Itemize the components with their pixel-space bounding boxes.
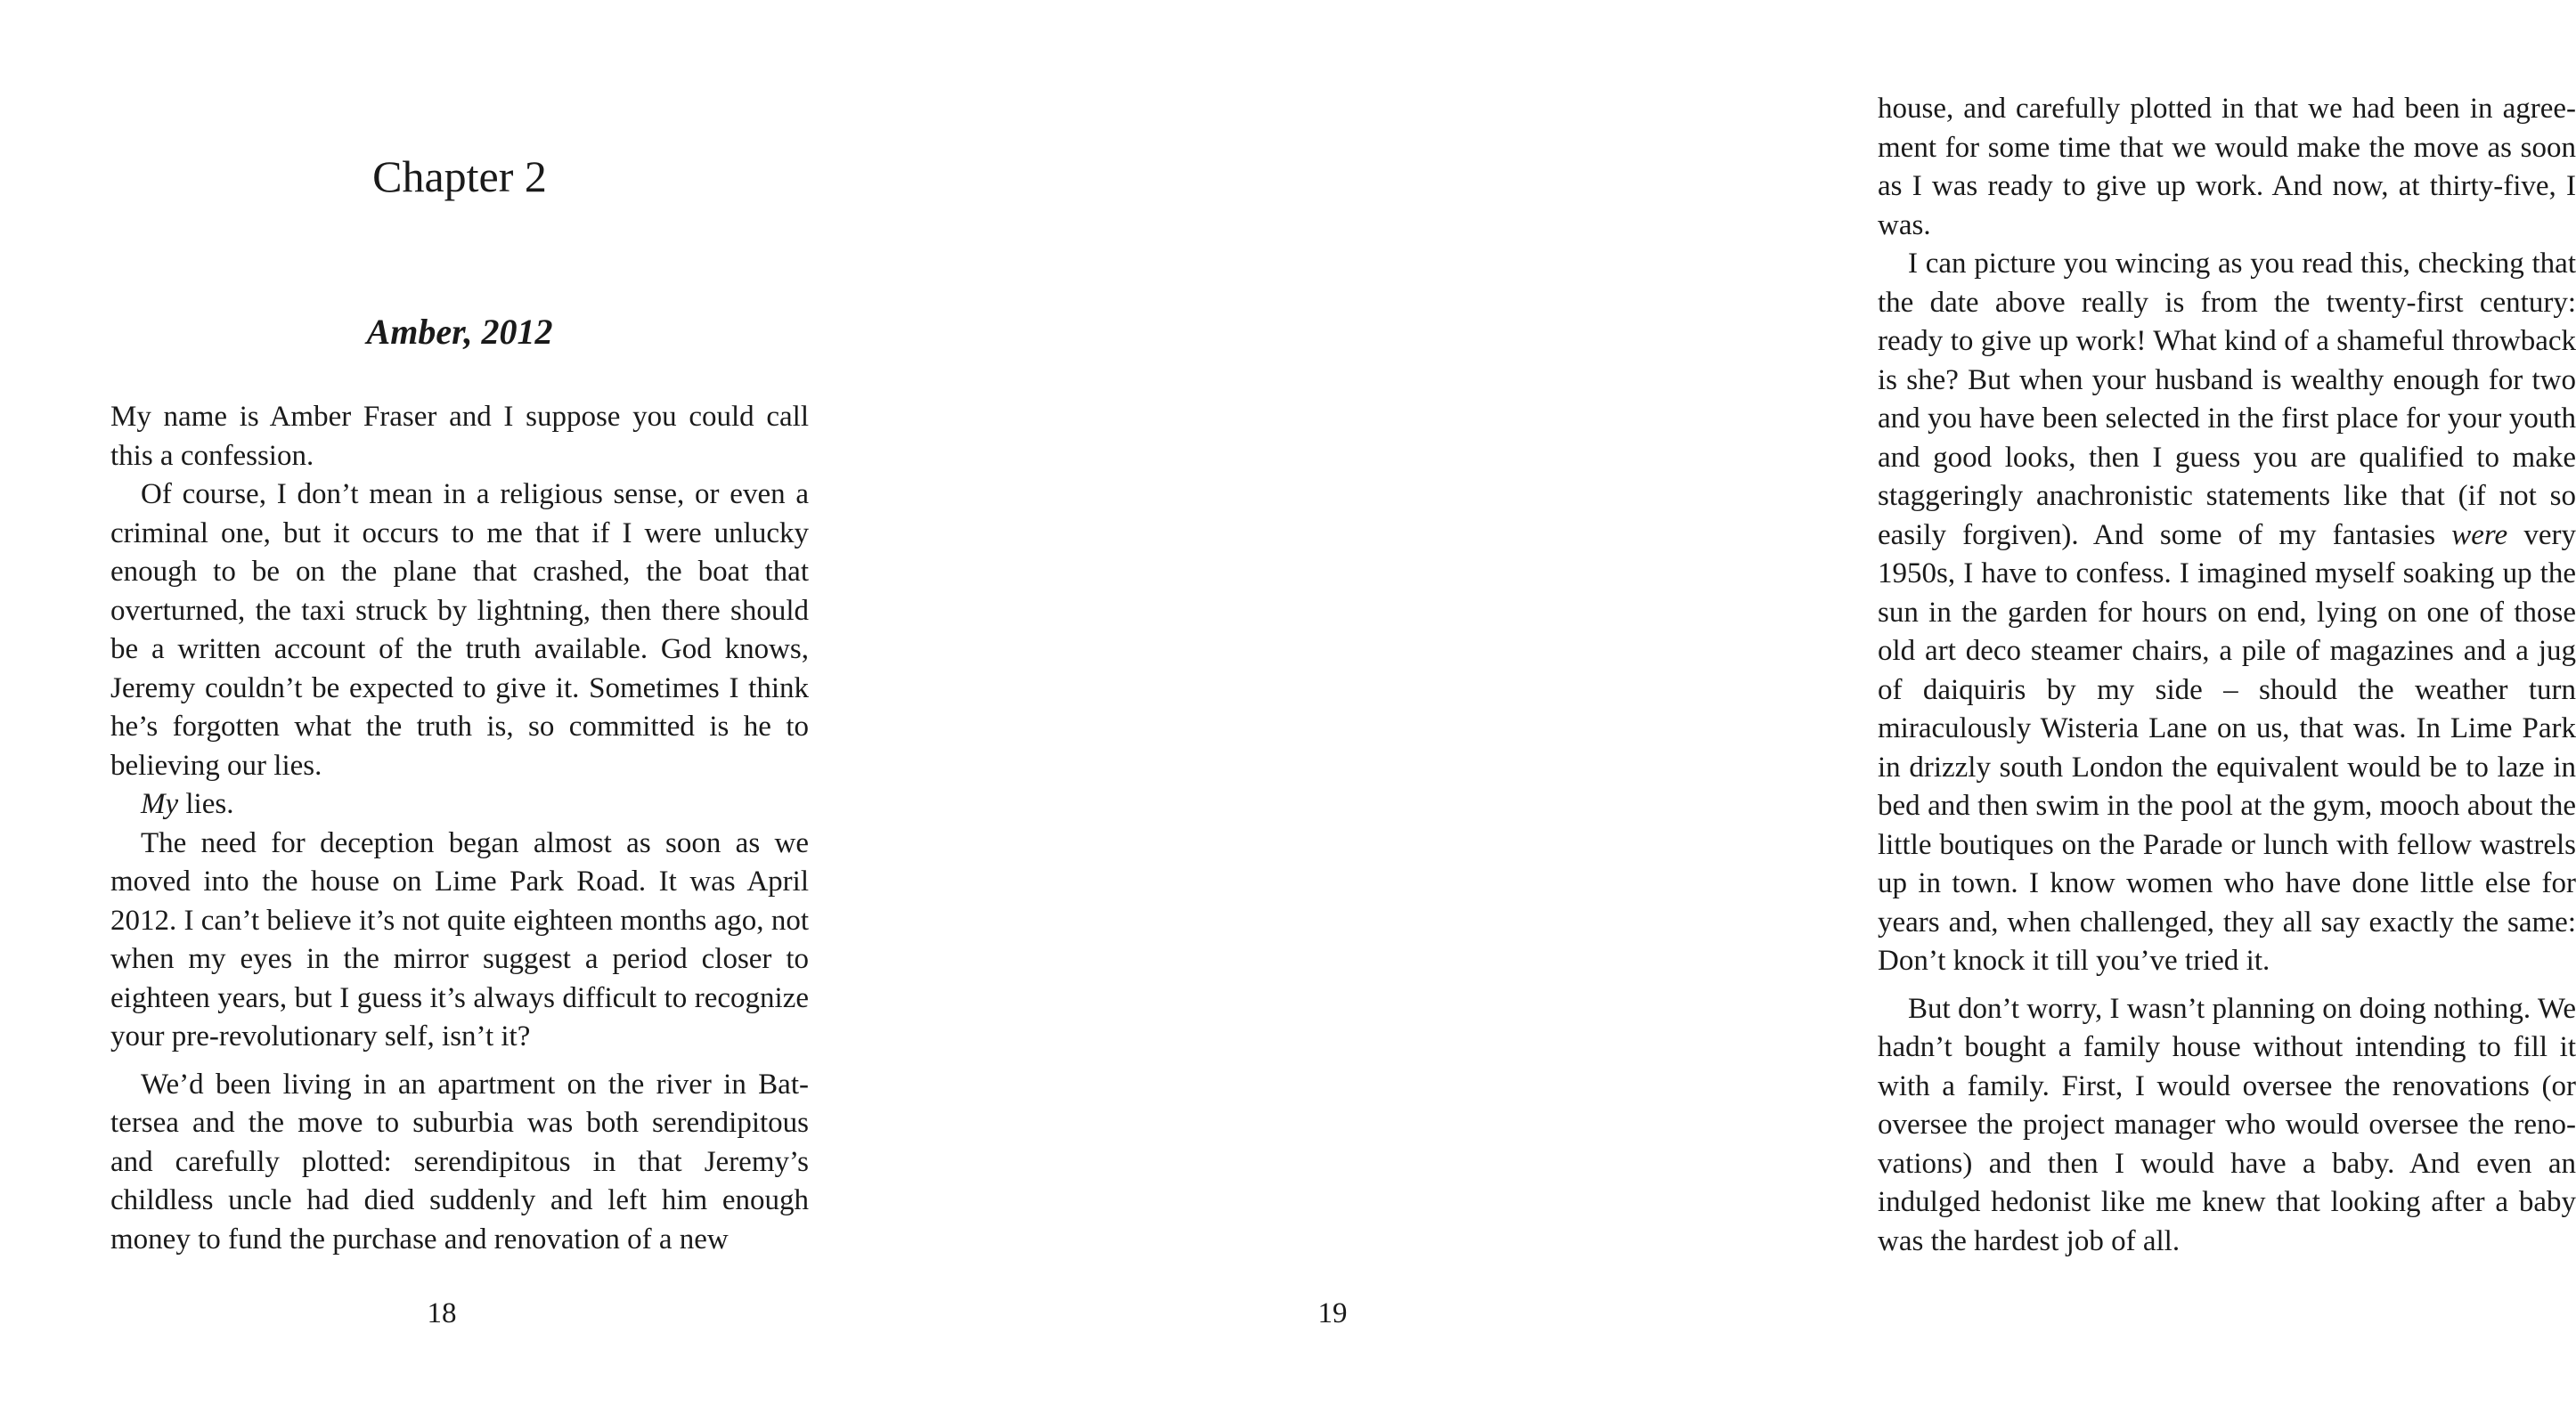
emphasis-text: My [141, 788, 179, 820]
paragraph-text: lies. [178, 788, 234, 820]
paragraph-text: very 1950s, I have to confess. I imagined myself soaking up the sun in the garden for hours on end, lying on one of those old art deco steamer chairs, a pile of magazines and a jug of daiquiris by my side – should the weather turn miraculously Wisteria Lane on us, that was. In Lime Park in drizzly south London the equivalent would be to laze in bed and then swim in the pool at the gym, mooch about the little boutiques on the Parade or lunch with fellow wastrels up in town. I know women who have done little else for years and, when challenged, they all say exactly the same: Don’t knock it till you’ve tried it. [1878, 518, 2576, 977]
right-page-body [1878, 90, 2576, 1261]
left-page-body [110, 398, 809, 1259]
paragraph: The need for deception began almost as soon as we moved into the house on Lime Park Road. It was April 2012. I can’t believe it’s not quite eighteen months ago, not when my eyes in the mirror suggest a period closer to eighteen years, but I guess it’s always difficult to recognize your pre-revolutionary self, isn’t it? [110, 826, 809, 1052]
chapter-subtitle: Amber, 2012 [366, 312, 553, 352]
paragraph [1878, 245, 2576, 981]
paragraph: But don’t worry, I wasn’t planning on doing nothing. We hadn’t bought a family house without intending to fill it with a family. First, I would oversee the renovations (or oversee the project manager who would oversee the renovations) and then I would have a baby. And even an indulged hedonist like me knew that looking after a baby was the hardest job of all. [1878, 992, 2576, 1257]
left-page [0, 0, 891, 1406]
paragraph: house, and carefully plotted in that we had been in agreement for some time that we would make the move as soon as I was ready to give up work. And now, at thirty-five, I was. [1878, 93, 2576, 241]
chapter-title: Chapter 2 [372, 151, 547, 201]
paragraph: We’d been living in an apartment on the river in Battersea and the move to suburbia was both serendipitous and carefully plotted: serendipitous in that Jeremy’s childless uncle had died suddenly and left him enough money to fund the purchase and renovation of a new [110, 1068, 809, 1256]
emphasis-text: were [2451, 518, 2508, 551]
page-number: 18 [427, 1297, 457, 1329]
paragraph: My name is Amber Fraser and I suppose you could call this a confession. [110, 401, 809, 472]
paragraph: Of course, I don’t mean in a religious sense, or even a criminal one, but it occurs to me that if I were unlucky enough to be on the plane that crashed, the boat that overturned, the taxi struck by lightning, then there should be a written account of the truth available. God knows, Jeremy couldn’t be expected to give it. Sometimes I think he’s forgotten what the truth is, so committed is he to believing our lies. [110, 478, 809, 782]
paragraph [110, 785, 809, 825]
paragraph-text: I can picture you wincing as you read this, checking that the date above really is from the twenty-first century: ready to give up work! What kind of a shameful throwback is she? But when your husband is wealthy enough for two and you have been selected in the first place for your youth and good looks, then I guess you are qualified to make staggeringly anachronistic statements like that (if not so easily forgiven). And some of my fantasies [1878, 248, 2576, 551]
right-page [891, 0, 2576, 1406]
page-number: 19 [1317, 1297, 1348, 1329]
